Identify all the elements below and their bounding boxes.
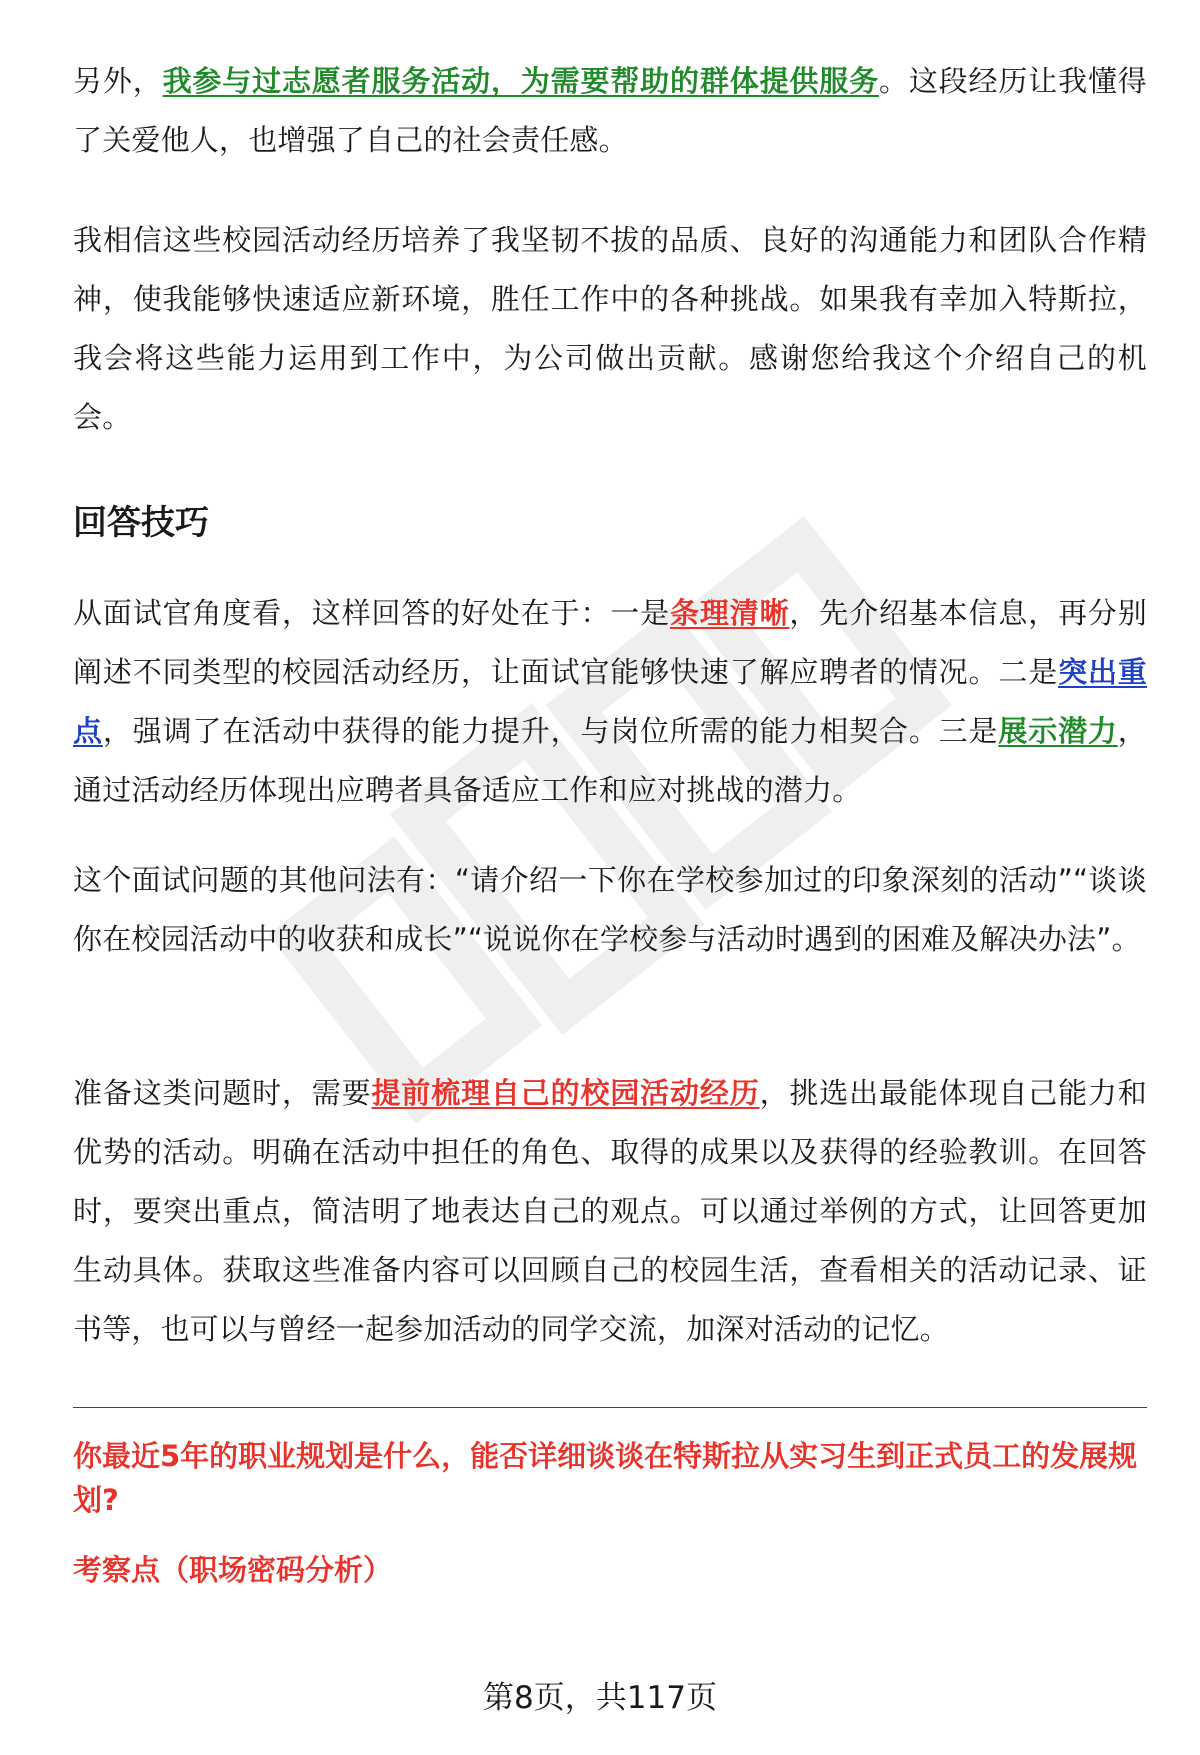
highlight-key-points: 突出重点 bbox=[73, 655, 1147, 748]
text-segment: 准备这类问题时，需要 bbox=[73, 1076, 372, 1110]
section-heading: 回答技巧 bbox=[73, 503, 209, 543]
page-number: 第8页，共117页 bbox=[483, 1680, 717, 1716]
paragraph-volunteer bbox=[73, 52, 1147, 170]
text-segment: ，通过活动经历体现出应聘者具备适应工作和应对挑战的潜力。 bbox=[73, 714, 1147, 807]
text-segment: 从面试官角度看，这样回答的好处在于：一是 bbox=[73, 596, 671, 630]
paragraph-interviewer-view bbox=[73, 584, 1147, 820]
text-segment: ，强调了在活动中获得的能力提升，与岗位所需的能力相契合。三是 bbox=[102, 714, 999, 748]
text-segment: ，挑选出最能体现自己能力和优势的活动。明确在活动中担任的角色、取得的成果以及获得的经验教训。在回答时，要突出重点，简洁明了地表达自己的观点。可以通过举例的方式，让回答更加生动具体。获取这些准备内容可以回顾自己的校园生活，查看相关的活动记录、证书等，也可以与曾经一起参加活动的同学交流，加深对活动的记忆。 bbox=[73, 1076, 1147, 1346]
paragraph-alternatives: 这个面试问题的其他问法有：“请介绍一下你在学校参加过的印象深刻的活动”“谈谈你在校园活动中的收获和成长”“说说你在学校参与活动时遇到的困难及解决办法”。 bbox=[73, 863, 1147, 956]
assessment-label: 考察点（职场密码分析） bbox=[73, 1553, 393, 1587]
highlight-clear-structure: 条理清晰 bbox=[670, 596, 790, 630]
text-segment: 。这段经历让我懂得了关爱他人，也增强了自己的社会责任感。 bbox=[73, 64, 1147, 157]
paragraph-summary: 我相信这些校园活动经历培养了我坚韧不拔的品质、良好的沟通能力和团队合作精神，使我能够快速适应新环境，胜任工作中的各种挑战。如果我有幸加入特斯拉，我会将这些能力运用到工作中，为公司做出贡献。感谢您给我这个介绍自己的机会。 bbox=[73, 223, 1147, 434]
highlight-volunteer: 我参与过志愿者服务活动，为需要帮助的群体提供服务 bbox=[162, 64, 879, 98]
highlight-prepare: 提前梳理自己的校园活动经历 bbox=[371, 1076, 760, 1110]
paragraph-preparation bbox=[73, 1064, 1147, 1359]
section-divider bbox=[73, 1407, 1147, 1408]
text-segment: 另外， bbox=[73, 64, 163, 98]
text-segment: ，先介绍基本信息，再分别阐述不同类型的校园活动经历，让面试官能够快速了解应聘者的情况。二是 bbox=[73, 596, 1147, 689]
question-title: 你最近5年的职业规划是什么，能否详细谈谈在特斯拉从实习生到正式员工的发展规划? bbox=[73, 1439, 1138, 1517]
highlight-potential: 展示潜力 bbox=[998, 714, 1118, 748]
